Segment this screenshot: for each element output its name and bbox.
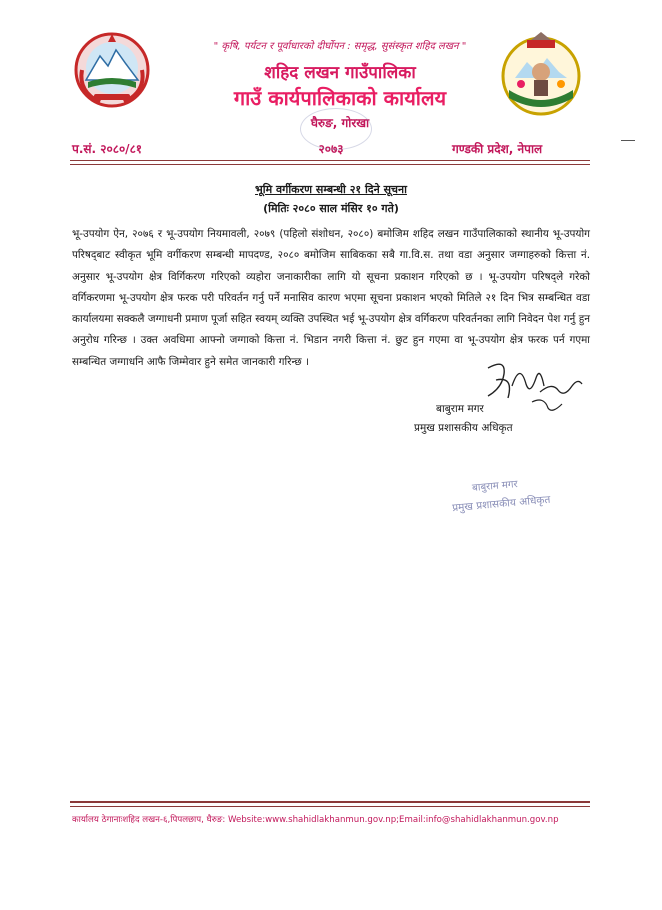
notice-title-text: भूमि वर्गीकरण सम्बन्धी २१ दिने सूचना: [255, 183, 407, 196]
header-rule: [70, 160, 590, 161]
office-name: गाउँ कार्यपालिकाको कार्यालय: [233, 86, 447, 110]
edge-mark: [621, 140, 635, 141]
signatory-name: बाबुराम मगर: [436, 403, 484, 415]
handwritten-signature: [478, 356, 588, 416]
nepal-emblem-logo: [72, 30, 152, 110]
office-location: घैरुङ, गोरखा: [310, 116, 370, 130]
notice-title: [60, 182, 602, 197]
header-seal-stamp: [300, 108, 372, 150]
footer-rule-thin: [70, 806, 590, 807]
notice-body: भू-उपयोग ऐन, २०७६ र भू-उपयोग नियमावली, २०७९ (पहिलो संशोधन, २०८०) बमोजिम शहिद लखन गाउँपालिकाको स्थानीय भू-उपयोग परिषद्‌बाट स्वीकृत भूमि वर्गीकरण सम्बन्धी मापदण्ड, २०८० बमोजिम साबिकका सबै गा.वि.स. तथा वडा अनुसार जग्गाहरुको कित्ता नं. अनुसार भू-उपयोग क्षेत्र विर्गिकरण गरिएको व्यहोरा जनाकारीका लागि यो सूचना प्रकाशन गरिएको छ । भू-उपयोग परिषद्ले गरेको वर्गिकरणमा भू-उपयोग क्षेत्र फरक परी परिवर्तन गर्नु पर्ने मनासिव कारण भएमा सूचना प्रकाशन भएको मितिले २१ दिन भित्र सम्बन्धित वडा कार्यालयमा सक्कलै जग्गाधनी प्रमाण पूर्जा सहित स्वयम् व्यक्ति उपस्थित भई भू-उपयोग क्षेत्र वर्गिकरण परिवर्तनका लागि निवेदन पेश गर्नु हुन अनुरोध गरिन्छ । उक्त अवधिमा आफ्नो जग्गाको कित्ता नं. भिडान नगरी कित्ता नं. छुट हुन गएमा वा भू-उपयोग क्षेत्र फरक पर्न गएमा सम्बन्धित जग्गाधनि आफै जिम्मेवार हुने समेत जानकारी गरिन्छ ।: [72, 228, 590, 368]
header-rule-thin: [70, 164, 590, 165]
officer-stamp-name: बाबुराम मगर: [471, 479, 519, 494]
notice-date: (मितिः २०८० साल मंसिर १० गते): [263, 202, 399, 215]
footer-contact: कार्यालय ठेगानाःशहिद लखन-६,पिपलछाप, घैरुङ: Website:www.shahidlakhanmun.gov.np;Email:info@shahidlakhanmun.gov.np: [72, 815, 559, 825]
signatory-title: प्रमुख प्रशासकीय अधिकृत: [414, 422, 513, 434]
footer-rule: [70, 801, 590, 803]
reference-number: प.सं. २०८०/८१: [72, 142, 143, 156]
province-name: गण्डकी प्रदेश, नेपाल: [452, 142, 543, 156]
officer-stamp-title: प्रमुख प्रशासकीय अधिकृत: [451, 493, 551, 515]
established-year: २०७३: [318, 142, 344, 156]
header-motto: " कृषि, पर्यटन र पूर्वाधारको दीर्घोपन : समृद्ध, सुसंस्कृत शहिद लखन ": [213, 41, 467, 52]
municipality-name: शहिद लखन गाउँपालिका: [264, 63, 416, 83]
